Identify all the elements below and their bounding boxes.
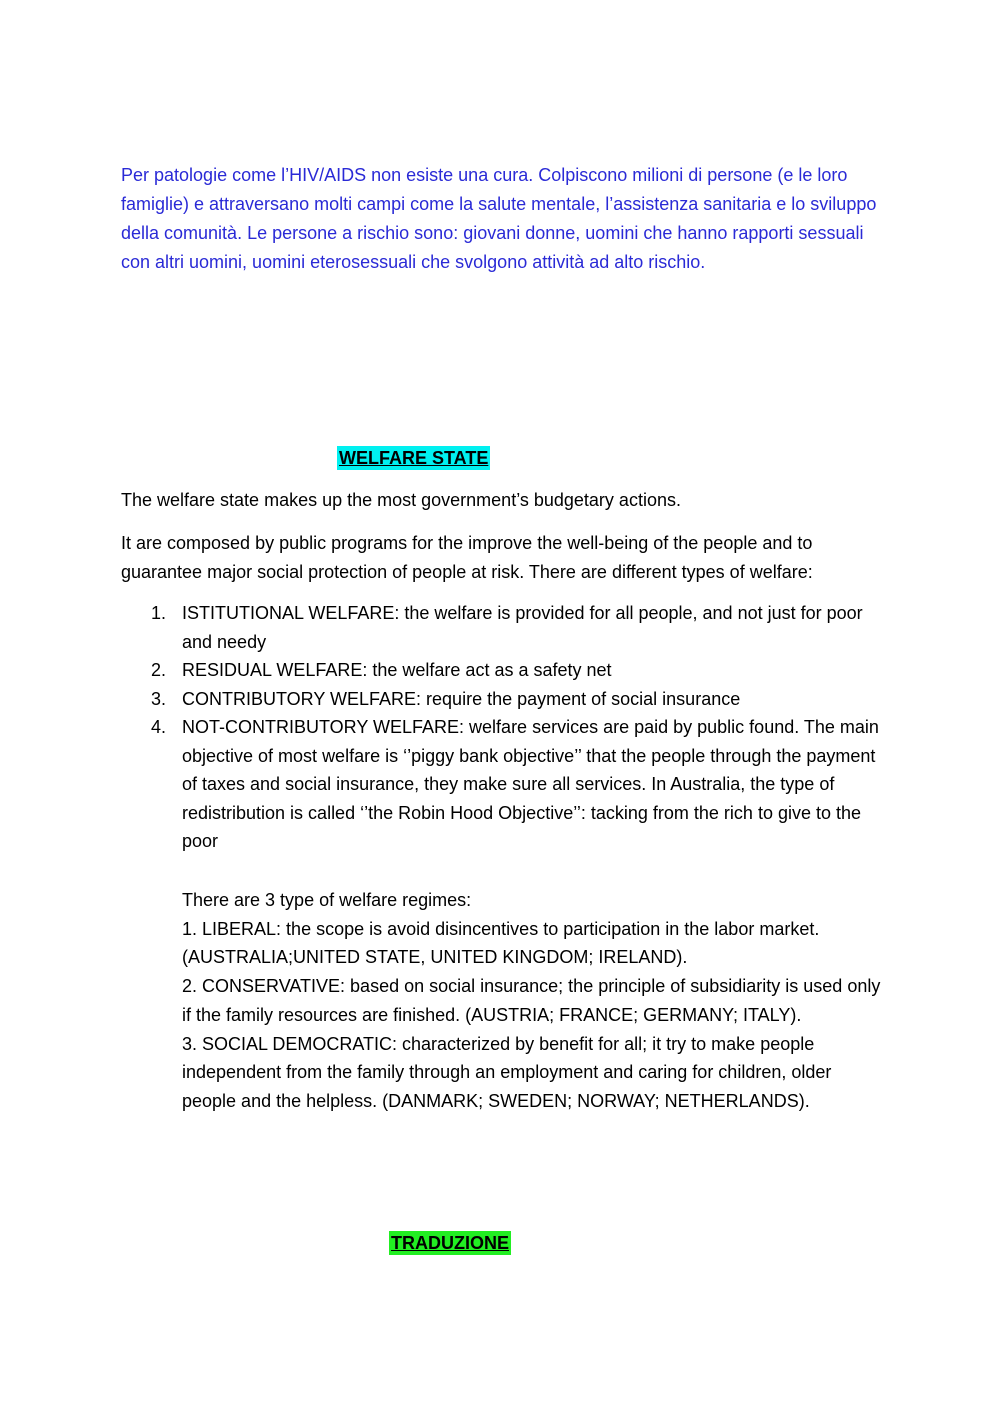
list-item	[121, 713, 886, 856]
regime-social-democratic: 3. SOCIAL DEMOCRATIC: characterized by benefit for all; it try to make people independent from the family through an employment and caring for children, older people and the helpless. (DANMARK; SWEDEN; NORWAY; NETHERLANDS).	[182, 1033, 832, 1111]
traduzione-heading: TRADUZIONE	[391, 1233, 509, 1253]
welfare-state-heading: WELFARE STATE	[339, 448, 489, 468]
list-item-number: 1.	[151, 603, 167, 623]
list-item	[121, 685, 886, 714]
regimes-intro: There are 3 type of welfare regimes:	[182, 890, 472, 910]
welfare-regimes-block	[182, 886, 882, 1116]
list-item	[121, 599, 886, 656]
list-item-text: ISTITUTIONAL WELFARE: the welfare is provided for all people, and not just for poor and needy	[182, 603, 863, 652]
italian-paragraph: Per patologie come l’HIV/AIDS non esiste una cura. Colpiscono milioni di persone (e le loro famiglie) e attraversano molti campi come la salute mentale, l’assistenza sanitaria e lo sviluppo della comunità. Le persone a rischio sono: giovani donne, uomini che hanno rapporti sessuali con altri uomini, uomini eterosessuali che svolgono attività ad alto rischio.	[121, 165, 877, 272]
regime-liberal: 1. LIBERAL: the scope is avoid disincentives to participation in the labor market. (AUSTRALIA;UNITED STATE, UNITED KINGDOM; IRELAND).	[182, 918, 820, 968]
list-item-number: 4.	[151, 717, 167, 737]
welfare-types-list	[121, 599, 886, 856]
list-item	[121, 656, 886, 685]
list-item-number: 2.	[151, 660, 167, 680]
regime-conservative: 2. CONSERVATIVE: based on social insurance; the principle of subsidiarity is used only if the family resources are finished. (AUSTRIA; FRANCE; GERMANY; ITALY).	[182, 976, 881, 1025]
welfare-paragraph-2: It are composed by public programs for the improve the well-being of the people and to guarantee major social protection of people at risk. There are different types of welfare:	[121, 533, 813, 582]
list-item-text: NOT-CONTRIBUTORY WELFARE: welfare services are paid by public found. The main objective of most welfare is ‘’piggy bank objective’’ that the people through the payment of taxes and social insurance, they make sure all services. In Australia, the type of redistribution is called ‘’the Robin Hood Objective’’: tacking from the rich to give to the poor	[182, 717, 879, 851]
list-item-text: RESIDUAL WELFARE: the welfare act as a safety net	[182, 660, 612, 680]
list-item-text: CONTRIBUTORY WELFARE: require the payment of social insurance	[182, 688, 741, 709]
list-item-number: 3.	[151, 688, 167, 709]
welfare-paragraph-1: The welfare state makes up the most government’s budgetary actions.	[121, 490, 681, 510]
